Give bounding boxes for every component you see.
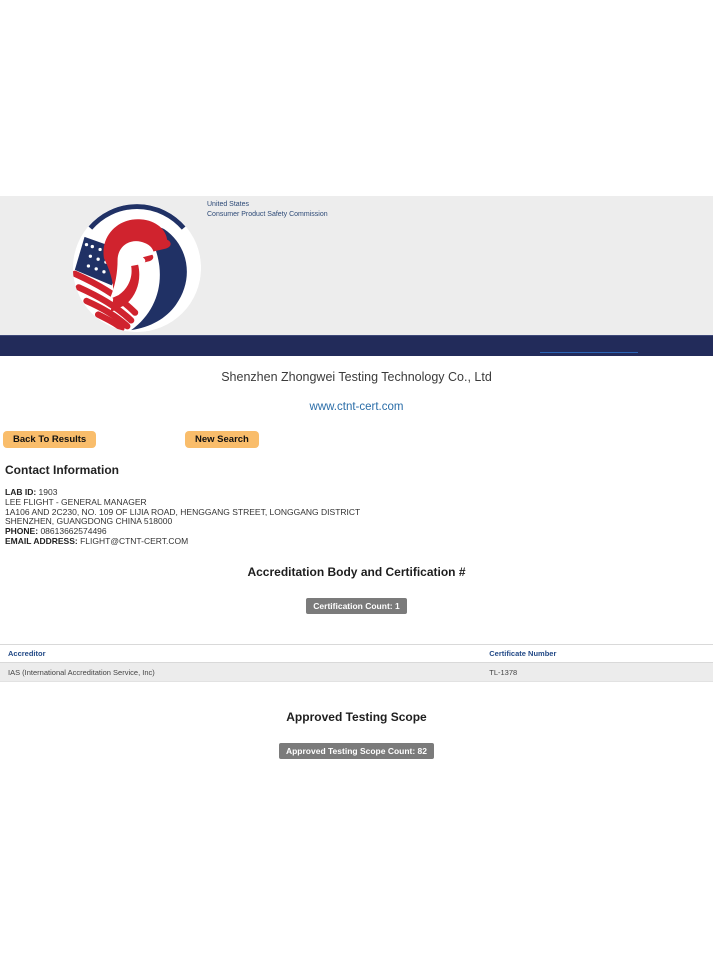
accreditation-table <box>0 644 713 682</box>
contact-person: LEE FLIGHT - GENERAL MANAGER <box>5 496 147 507</box>
agency-line2: Consumer Product Safety Commission <box>207 210 328 218</box>
email-line <box>5 537 605 547</box>
contact-information-block <box>5 488 605 547</box>
cell-accreditor: IAS (International Accreditation Service, Inc) <box>0 663 481 682</box>
lab-id-label: LAB ID: <box>5 487 37 497</box>
lab-website-text[interactable]: www.ctnt-cert.com <box>309 401 404 413</box>
cell-certificate-number: TL-1378 <box>481 663 713 682</box>
lab-id-value: 1903 <box>38 487 58 497</box>
email-label: EMAIL ADDRESS: <box>5 535 78 546</box>
lab-name-title: Shenzhen Zhongwei Testing Technology Co., Ltd <box>221 370 492 384</box>
phone-value: 08613662574496 <box>40 526 107 537</box>
contact-information-heading: Contact Information <box>5 463 119 477</box>
phone-label: PHONE: <box>5 526 39 537</box>
column-header-certificate-number: Certificate Number <box>481 645 713 663</box>
back-to-results-button[interactable]: Back To Results <box>3 431 96 448</box>
certification-count-badge-wrap <box>0 596 713 614</box>
table-row <box>0 663 713 682</box>
accreditation-table-header-row <box>0 645 713 663</box>
email-value: FLIGHT@CTNT-CERT.COM <box>80 535 189 546</box>
agency-name <box>207 200 328 219</box>
site-header <box>0 196 713 335</box>
nav-bar <box>0 335 713 356</box>
cpsc-logo-icon <box>68 198 206 334</box>
agency-line1: United States <box>207 201 250 208</box>
nav-link-underline[interactable] <box>540 352 638 353</box>
lab-website-link[interactable] <box>0 401 713 413</box>
new-search-button[interactable]: New Search <box>185 431 259 448</box>
address-line2: SHENZHEN, GUANGDONG CHINA 518000 <box>5 516 173 527</box>
address-line1: 1A106 AND 2C230, NO. 109 OF LIJIA ROAD, HENGGANG STREET, LONGGANG DISTRICT <box>5 506 361 517</box>
scope-count-badge-wrap <box>0 741 713 759</box>
approved-testing-scope-count-badge: Approved Testing Scope Count: 82 <box>279 743 434 759</box>
accreditation-heading: Accreditation Body and Certification # <box>247 565 466 579</box>
column-header-accreditor: Accreditor <box>0 645 481 663</box>
certification-count-badge: Certification Count: 1 <box>306 598 406 614</box>
approved-testing-scope-heading: Approved Testing Scope <box>286 710 427 724</box>
